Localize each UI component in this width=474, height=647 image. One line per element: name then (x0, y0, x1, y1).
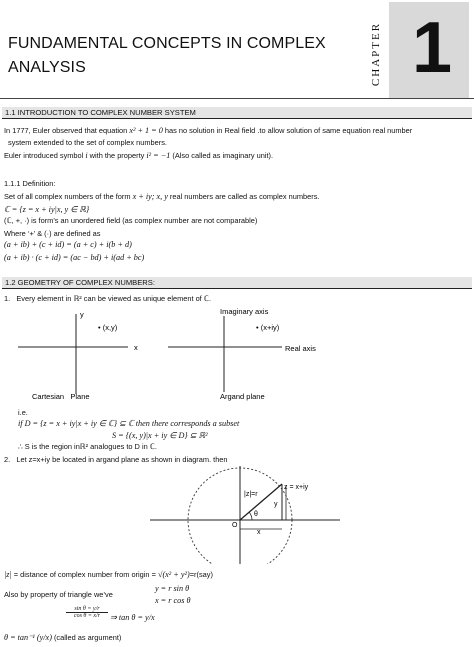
origin-label: O (232, 522, 238, 529)
list-item-2: 2. Let z=x+iy be located in argand plane as shown in diagram. then (4, 455, 228, 464)
argand-caption: Argand plane (220, 392, 265, 401)
argand-real-label: Real axis (285, 344, 316, 353)
definition-line-2: ℂ = {z = x + iy|x, y ∈ ℝ} (4, 205, 90, 214)
intro-line-1: In 1777, Euler observed that equation x² + 1 = 0 has no solution in Real field .to allow solution of same equation real number (4, 126, 413, 135)
triangle-line: Also by property of triangle we’ve (4, 590, 113, 599)
chapter-label: CHAPTER (370, 21, 382, 87)
ie-line-3: ∴ S is the region inℝ² analogues to D in ℂ. (18, 442, 157, 451)
ie-label: i.e. (18, 408, 28, 417)
argand-plane-diagram (168, 307, 316, 401)
cartesian-x-label: x (134, 343, 138, 352)
section-heading-1-1: 1.1 INTRODUCTION TO COMPLEX NUMBER SYSTEM (2, 107, 472, 119)
cartesian-plane-diagram (18, 310, 138, 401)
ie-line-1: if D = {z = x + iy|x + iy ∈ ℂ} ⊆ ℂ then there corresponds a subset (18, 419, 240, 428)
definition-line-6: (a + ib) · (c + id) = (ac − bd) + i(ad + bc) (4, 253, 145, 262)
title-line-1: FUNDAMENTAL CONCEPTS IN COMPLEX (8, 35, 326, 52)
header-rule (0, 98, 474, 99)
argument-line: θ = tan⁻¹ (y/x) (called as argument) (4, 633, 122, 642)
definition-line-4: Where ‘+’ & (·) are defined as (4, 229, 101, 238)
x-leg-label: x (257, 529, 261, 536)
title-line-2: ANALYSIS (8, 59, 86, 76)
chapter-number: 1 (411, 8, 453, 88)
intro-line-2: system extended to the set of complex numbers. (8, 138, 167, 147)
cartesian-point: • (x,y) (98, 323, 118, 332)
fraction-denominator: cos θ = x/r (66, 612, 108, 619)
modulus-label: |z|=r (244, 491, 258, 498)
modulus-line: |z| = distance of complex number from origin = √(x² + y²)=r(say) (4, 570, 213, 579)
fraction-numerator: sin θ = y/r (74, 606, 100, 612)
intro-line-3: Euler introduced symbol i with the property i² = −1 (Also called as imaginary unit). (4, 151, 274, 160)
definition-heading: 1.1.1 Definition: (4, 179, 56, 188)
theta-label: θ (254, 511, 258, 518)
polar-diagram (0, 464, 474, 564)
y-equation: y = r sin θ (155, 584, 190, 593)
sin-cos-fraction (66, 606, 108, 619)
argand-imaginary-label: Imaginary axis (220, 307, 269, 316)
tan-equation: ⇒ tan θ = y/x (110, 613, 155, 622)
cartesian-caption: Cartesian Plane (32, 392, 90, 401)
definition-line-5: (a + ib) + (c + id) = (a + c) + i(b + d) (4, 240, 132, 249)
x-equation: x = r cos θ (155, 596, 191, 605)
argand-point: • (x+iy) (256, 323, 280, 332)
definition-line-1: Set of all complex numbers of the form x + iy; x, y real numbers are called as complex numbers. (4, 192, 320, 201)
page-title (8, 32, 326, 80)
list-item-1: 1. Every element in ℝ² can be viewed as unique element of ℂ. (4, 294, 211, 303)
theta-arc (249, 512, 252, 520)
section-heading-1-2: 1.2 GEOMETRY OF COMPLEX NUMBERS: (2, 277, 472, 289)
plane-diagrams (0, 300, 474, 408)
definition-line-3: (ℂ, +, ·) is form’s an unordered field (as complex number are not comparable) (4, 216, 258, 225)
y-leg-label: y (274, 501, 278, 508)
cartesian-y-label: y (80, 310, 84, 319)
z-label: z = x+iy (284, 484, 309, 491)
ie-line-2: S = {(x, y)|x + iy ∈ D} ⊆ ℝ² (112, 431, 208, 440)
